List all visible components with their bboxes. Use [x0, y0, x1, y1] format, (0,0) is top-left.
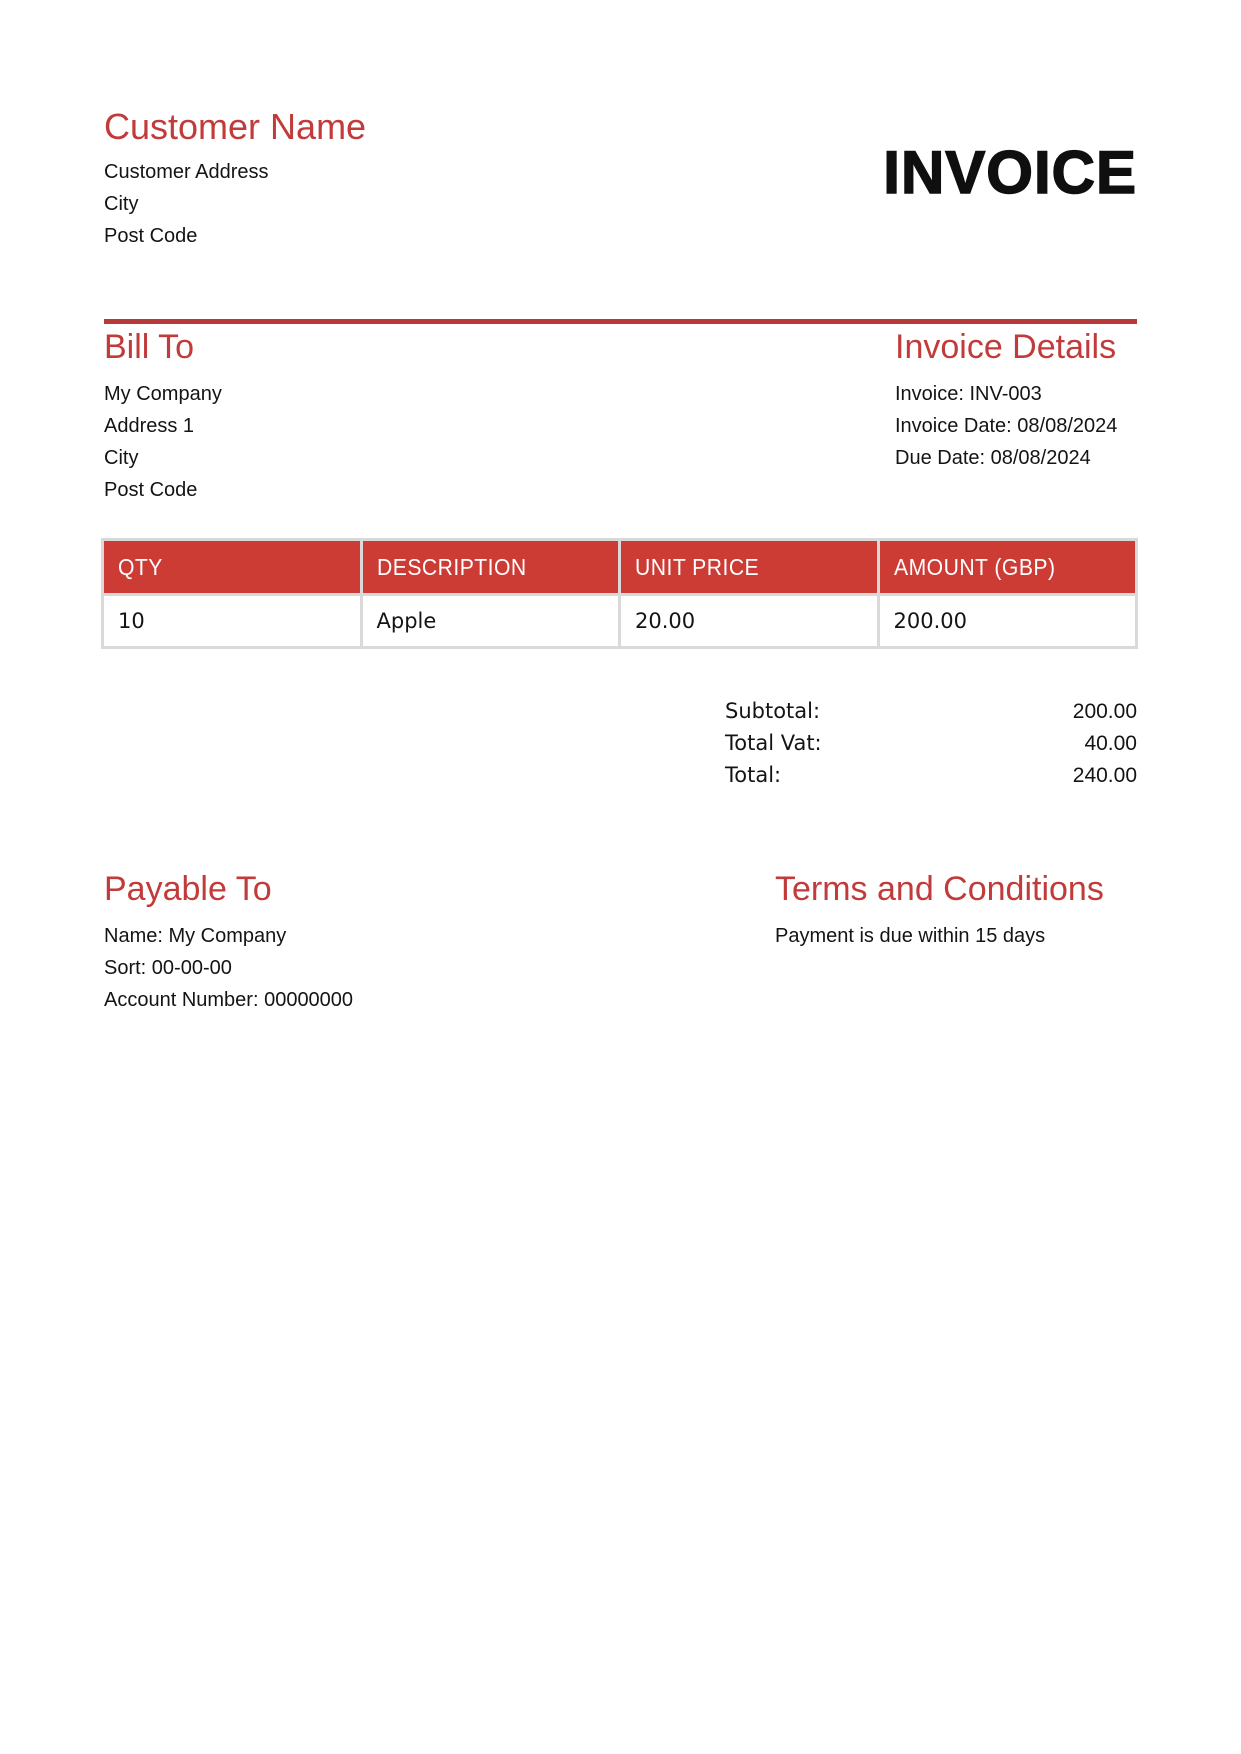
table-header-row — [104, 541, 1135, 593]
table-header-amount: AMOUNT (GBP) — [880, 541, 1136, 593]
totals-block — [725, 700, 1137, 796]
payable-to-lines — [104, 920, 353, 1016]
bill-to-lines — [104, 378, 222, 506]
total-label: Total: — [725, 763, 782, 787]
bill-to-section — [104, 326, 222, 506]
items-table-body — [104, 596, 1135, 646]
invoice-wordmark: INVOICE — [883, 139, 1137, 206]
cell-qty: 10 — [104, 596, 360, 646]
bill-to-heading: Bill To — [104, 328, 195, 366]
invoice-date-line: Invoice Date: 08/08/2024 — [895, 415, 1118, 437]
cell-amount: 200.00 — [880, 596, 1136, 646]
bill-to-city-line: City — [104, 447, 139, 469]
bill-to-address-line: Address 1 — [104, 415, 195, 437]
customer-block — [104, 104, 366, 252]
subtotal-value: 200.00 — [1072, 700, 1137, 723]
invoice-details-heading: Invoice Details — [895, 328, 1117, 366]
customer-address-line: Customer Address — [104, 161, 269, 183]
due-date-line: Due Date: 08/08/2024 — [895, 447, 1091, 469]
terms-section — [775, 868, 1104, 952]
payable-to-heading: Payable To — [104, 870, 272, 908]
bill-to-company-line: My Company — [104, 383, 222, 405]
payable-sort-line: Sort: 00-00-00 — [104, 957, 232, 979]
table-header-unit-price: UNIT PRICE — [621, 541, 877, 593]
terms-body-line: Payment is due within 15 days — [775, 925, 1046, 947]
bill-to-postcode-line: Post Code — [104, 479, 198, 501]
terms-body-lines — [775, 920, 1104, 952]
customer-postcode-line: Post Code — [104, 225, 198, 247]
customer-name-heading: Customer Name — [104, 106, 367, 147]
total-value: 240.00 — [1072, 764, 1137, 787]
cell-unit-price: 20.00 — [621, 596, 877, 646]
total-vat-value: 40.00 — [1084, 732, 1137, 755]
table-row — [104, 596, 1135, 646]
total-vat-label: Total Vat: — [725, 731, 822, 755]
subtotal-label: Subtotal: — [725, 699, 821, 723]
invoice-number-line: Invoice: INV-003 — [895, 383, 1042, 405]
customer-city-line: City — [104, 193, 139, 215]
total-vat-row — [725, 732, 1137, 755]
invoice-details-lines — [895, 378, 1117, 474]
total-row — [725, 764, 1137, 787]
items-table-header — [104, 541, 1135, 593]
cell-description: Apple — [363, 596, 619, 646]
payable-to-section — [104, 868, 353, 1016]
section-divider — [104, 319, 1137, 324]
invoice-details-section — [895, 326, 1117, 474]
table-header-description: DESCRIPTION — [363, 541, 619, 593]
items-table — [101, 538, 1138, 649]
payable-account-line: Account Number: 00000000 — [104, 989, 354, 1011]
table-header-qty: QTY — [104, 541, 360, 593]
subtotal-row — [725, 700, 1137, 723]
terms-heading: Terms and Conditions — [775, 870, 1104, 908]
customer-address-block — [104, 156, 366, 252]
payable-name-line: Name: My Company — [104, 925, 287, 947]
